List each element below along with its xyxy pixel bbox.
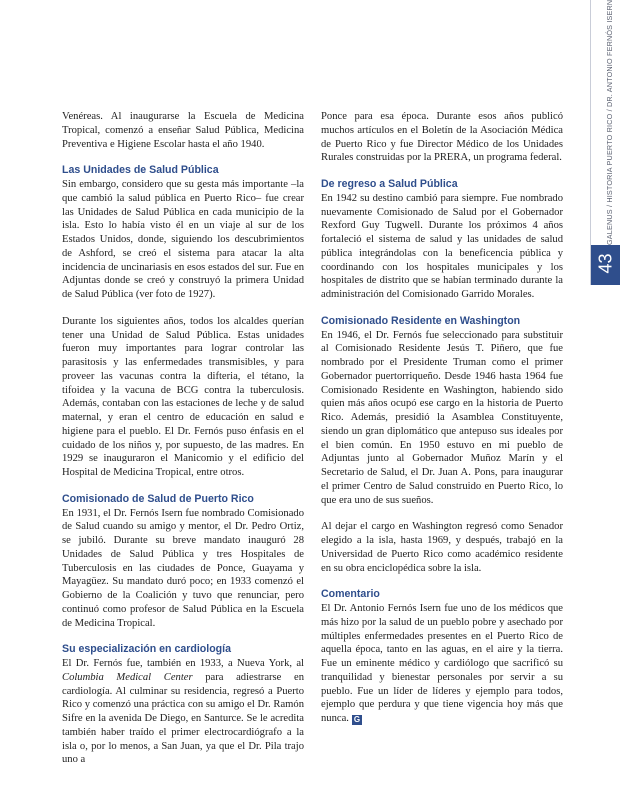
section-heading-comentario: Comentario [321, 588, 380, 601]
section-heading-regreso: De regreso a Salud Pública [321, 178, 458, 190]
intro-paragraph: Ponce para esa época. Durante esos años publicó muchos artículos en el Boletín de la Asociación Médica de Puerto Rico y fue Director Médico de los Unidades Rurales construidas por la PRERA, un programa federal. [321, 111, 563, 164]
sidebar-divider [590, 0, 591, 285]
intro-paragraph: Venéreas. Al inaugurarse la Escuela de Medicina Tropical, comenzó a enseñar Salud Pública, Medicina Preventiva e Higiene Escolar hasta el año 1940. [62, 111, 304, 150]
paragraph: En 1946, el Dr. Fernós fue seleccionado para substituir al Comisionado Residente Jesús T. Piñero, que fue nombrado por el Presidente Truman como el primer Gobernador puertorriqueño. Desde 1946 hasta 1964 fue Comisionado Residente en Washington, habiendo sido quien más años ocupó ese cargo en la historia de Puerto Rico. Además, presidió la Asamblea Constituyente, siendo un gran diplomático que antepuso sus ideales por el bien común. En 1950 estuvo en mi pueblo de Adjuntas junto al Gobernador Muñoz Marín y el Secretario de Salud, el Dr. Juan A. Pons, para inaugurar el primer Centro de Salud construido en Puerto Rico, lo que era uno de sus sueños. [321, 329, 563, 506]
page-number: 43 [595, 253, 616, 274]
running-head: GALENUS / HISTORIA PUERTO RICO / DR. ANTONIO FERNÓS ISERN [605, 0, 614, 245]
paragraph: Sin embargo, considero que su gesta más importante –la que cambió la salud pública en Puerto Rico– fue crear las Unidades de Salud Pública en cada municipio de la isla. Esto lo había visto él en un viaje al sur de los Estados Unidos, donde, siguiendo los descubrimientos de Ashford, se creó el sistema para atacar la alta incidencia de uncinariasis en esos estados del sur. Fue en Adjuntas donde se creó y construyó la primera Unidad de Salud Pública (ver foto de 1927). [62, 179, 304, 300]
text-run: El Dr. Fernós fue, también en 1933, a Nueva York, al [62, 658, 304, 669]
end-of-article-icon: G [353, 715, 361, 724]
section-heading-unidades: Las Unidades de Salud Pública [62, 164, 219, 177]
text-run: para adiestrarse en cardiología. Al culminar su residencia, regresó a Puerto Rico y comenzó una práctica con su amigo el Dr. Ramón Sifre en la avenida De Diego, en Santurce. Se le acredita también haber traído el primer electrocardiógrafo a la isla o, por lo menos, a San Juan, ya que el Dr. Pila trajo uno a [62, 671, 304, 766]
section-heading-washington: Comisionado Residente en Washington [321, 314, 521, 327]
paragraph: Al dejar el cargo en Washington regresó como Senador elegido a la isla, hasta 1969, y después, trabajó en la Universidad de Puerto Rico como académico residente en su obra enciclopédica sobre la isla. [321, 521, 563, 574]
page-number-box [591, 245, 620, 285]
right-column [321, 110, 563, 739]
paragraph: En 1931, el Dr. Fernós Isern fue nombrado Comisionado de Salud cuando su amigo y mentor, el Dr. Pedro Ortiz, se jubiló. Durante su breve mandato inauguró 28 Unidades de Salud Pública y tres Hospitales de Tuberculosis en las ciudades de Ponce, Guayama y Mayagüez. Su mandato duró poco; en 1933 comenzó el Gobierno de la Coalición y tuvo que renunciar, pero continuó como profesor de Salud Pública en la Escuela de Medicina Tropical. [62, 507, 304, 629]
paragraph [321, 602, 563, 726]
italic-name: Columbia Medical Center [62, 671, 193, 683]
paragraph [62, 657, 304, 767]
section-heading-comisionado-salud: Comisionado de Salud de Puerto Rico [62, 492, 254, 505]
section-heading-cardiologia: Su especialización en cardiología [62, 643, 231, 656]
paragraph: En 1942 su destino cambió para siempre. Fue nombrado nuevamente Comisionado de Salud por el Gobernador Rexford Guy Tugwell. Durante los próximos 4 años fortaleció el sistema de salud y las unidades de salud pública integrándolas con la beneficencia pública y coordinando con los hospitales municipales y los hospitales de distrito que se habían terminado durante la administración del Comisionado Garrido Morales. [321, 192, 563, 300]
left-column [62, 110, 304, 780]
paragraph: Durante los siguientes años, todos los alcaldes querían tener una Unidad de Salud Pública. Estas unidades fueron muy importantes para lograr controlar las parasitosis y las enfermedades transmisibles, y para proveer las vacunas contra la difteria, el tétano, la tifoidea y la vacuna de BCG contra la tuberculosis. Además, contaban con las estaciones de leche y de salud maternal, y eran el centro de educación en salud e higiene para el pueblo. El Dr. Fernós puso énfasis en el cuidado de los niños y, por supuesto, de las madres. En 1929 se inauguraron el Manicomio y el edificio del Hospital de Medicina Tropical, entre otros. [62, 315, 304, 478]
text-run: El Dr. Antonio Fernós Isern fue uno de los médicos que más hizo por la salud de un pueblo pobre y asechado por múltiples enfermedades presentes en el Puerto Rico de aquella época, tanto en las aguas, en el aire y la tierra. Fue un eminente médico y cardiólogo que sacrificó su tranquilidad y bienestar personales por servir a su pueblo. Fue un líder de líderes y ejemplo para todos, ejemplo que perdura y que tiene vigencia hoy más que nunca. [321, 603, 563, 724]
